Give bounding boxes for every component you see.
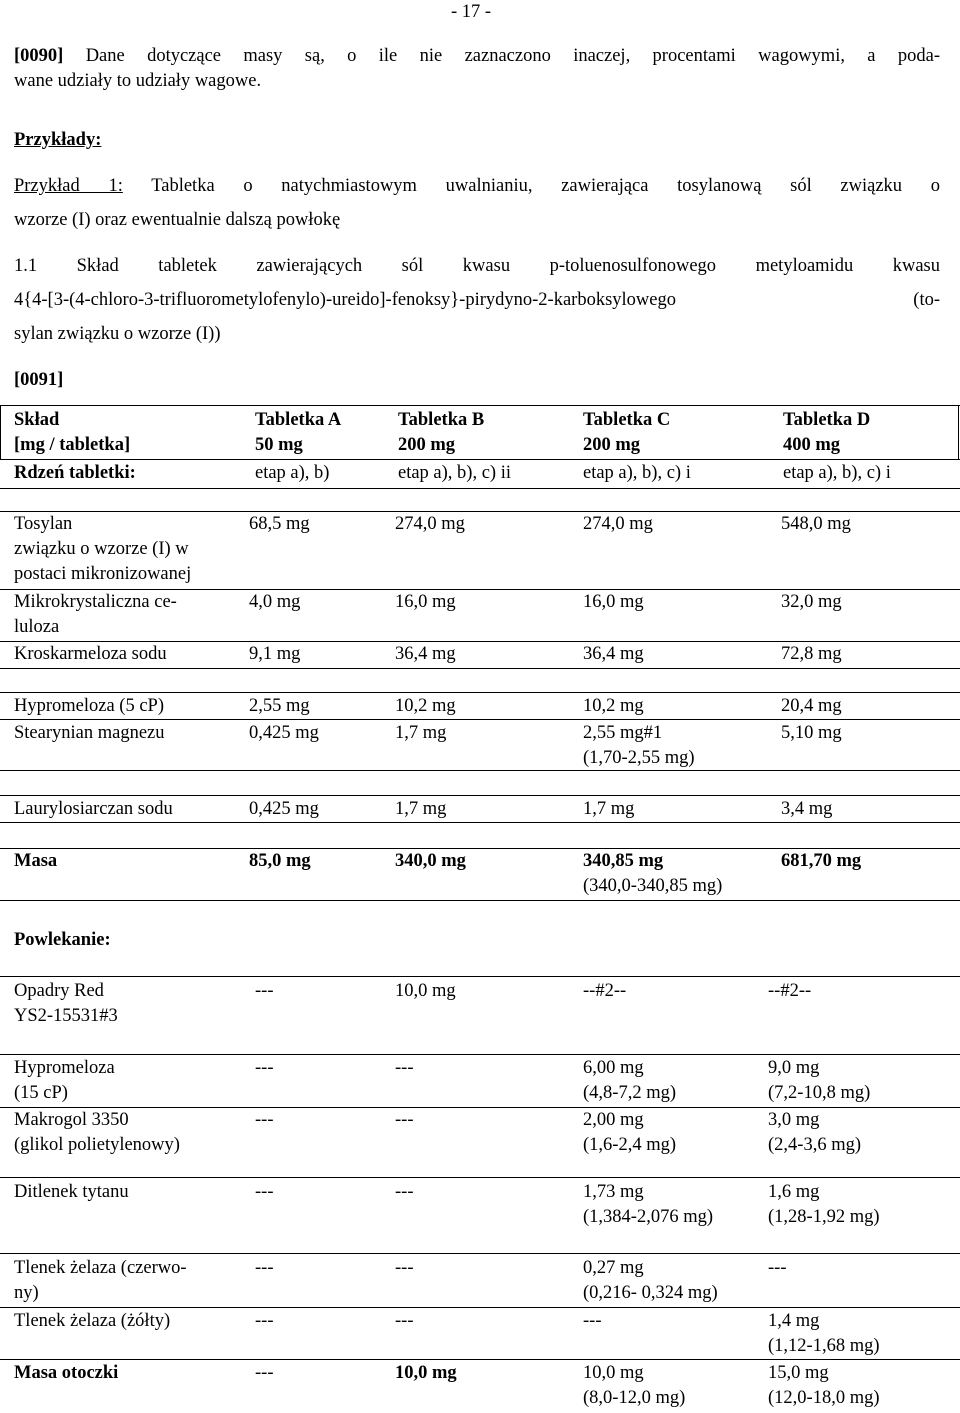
- example-1-title: [14, 174, 940, 233]
- row-value-a-line: 2,55 mg: [249, 696, 310, 716]
- coating-value-c: [583, 1108, 676, 1158]
- example-1-line1: Tabletka o natychmiastowym uwalnianiu, zawierająca tosylanową sól związku o: [151, 176, 941, 196]
- coating-value-d-line: (12,0-18,0 mg): [768, 1388, 880, 1408]
- coating-value-d-line: (1,28-1,92 mg): [768, 1207, 880, 1227]
- row-value-c-line: (1,70-2,55 mg): [583, 748, 695, 768]
- row-label-line: luloza: [14, 617, 60, 637]
- example-1-line2: wzorze (I) oraz ewentualnie dalszą powłokę: [14, 210, 341, 230]
- row-value-d: [781, 512, 851, 537]
- coating-value-c-line: 10,0 mg: [583, 1363, 644, 1383]
- row-value-a: [249, 849, 311, 874]
- header-tabletka-c: Tabletka C 200 mg: [583, 410, 671, 455]
- row-label-line: postaci mikronizowanej: [14, 564, 192, 584]
- row-label: [14, 590, 177, 640]
- coating-value-a: [255, 1180, 273, 1205]
- coating-row-label: [14, 1309, 170, 1334]
- row-value-b-line: 16,0 mg: [395, 592, 456, 612]
- row-label: [14, 642, 167, 667]
- row-value-b: [395, 849, 466, 874]
- coating-value-a: [255, 1056, 273, 1081]
- header-tabletka-a: Tabletka A 50 mg: [255, 410, 342, 455]
- coating-row-label-line: ny): [14, 1283, 39, 1303]
- coating-value-d-line: 3,0 mg: [768, 1110, 820, 1130]
- row-value-b-line: 1,7 mg: [395, 799, 447, 819]
- row-label: [14, 512, 191, 587]
- row-value-a: [249, 642, 300, 667]
- table-rule: [0, 1253, 960, 1254]
- coating-value-a: [255, 979, 273, 1004]
- row-label-line: Hypromeloza (5 cP): [14, 696, 165, 716]
- page-number: - 17 -: [451, 2, 492, 22]
- section-1-1-line3: sylan związku o wzorze (I)): [14, 324, 221, 344]
- row-value-b-line: 36,4 mg: [395, 644, 456, 664]
- coating-value-b: [395, 1180, 413, 1205]
- table-rule: [0, 488, 960, 489]
- coating-value-a: [255, 1108, 273, 1133]
- coating-row-label-line: YS2-15531#3: [14, 1006, 118, 1026]
- coating-value-d-line: (2,4-3,6 mg): [768, 1135, 861, 1155]
- paragraph-0090: [14, 44, 940, 94]
- row-value-d-line: 20,4 mg: [781, 696, 842, 716]
- row-value-d: [781, 642, 842, 667]
- row-value-c: [583, 590, 644, 615]
- core-row-c: etap a), b), c) i: [583, 463, 691, 483]
- coating-heading: Powlekanie:: [14, 930, 111, 950]
- row-value-b: [395, 694, 456, 719]
- row-label: [14, 797, 173, 822]
- row-value-a-line: 85,0 mg: [249, 851, 311, 871]
- coating-value-d-line: (1,12-1,68 mg): [768, 1336, 880, 1356]
- row-value-c-line: 340,85 mg: [583, 851, 664, 871]
- row-value-d: [781, 590, 842, 615]
- coating-row-label: [14, 979, 118, 1029]
- row-value-c-line: (340,0-340,85 mg): [583, 876, 723, 896]
- examples-heading: Przykłady:: [14, 130, 102, 150]
- row-value-c: [583, 694, 644, 719]
- coating-row-label: [14, 1108, 180, 1158]
- row-label-line: Mikrokrystaliczna ce-: [14, 592, 177, 612]
- coating-row-label-line: (glikol polietylenowy): [14, 1135, 180, 1155]
- coating-value-c: [583, 1056, 676, 1106]
- coating-value-b: [395, 1361, 457, 1386]
- coating-row-label-line: Opadry Red: [14, 981, 104, 1001]
- coating-value-d: [768, 1056, 870, 1106]
- row-value-b: [395, 797, 446, 822]
- coating-value-b-line: 10,0 mg: [395, 1363, 457, 1383]
- row-value-d: [781, 694, 842, 719]
- core-row-label: Rdzeń tabletki:: [14, 463, 136, 483]
- row-value-d-line: 72,8 mg: [781, 644, 842, 664]
- coating-value-c: [583, 1256, 718, 1306]
- coating-value-d-line: 1,6 mg: [768, 1182, 820, 1202]
- row-label: [14, 849, 57, 874]
- coating-value-c-line: (1,384-2,076 mg): [583, 1207, 713, 1227]
- coating-value-a-line: ---: [255, 1311, 274, 1331]
- row-value-b-line: 1,7 mg: [395, 723, 447, 743]
- coating-value-a-line: ---: [255, 1258, 274, 1278]
- row-label-line: związku o wzorze (I) w: [14, 539, 189, 559]
- coating-value-d: [768, 979, 811, 1004]
- coating-row-label: [14, 1361, 118, 1386]
- coating-value-d-line: --#2--: [768, 981, 812, 1001]
- coating-value-d-line: 15,0 mg: [768, 1363, 829, 1383]
- row-value-c-line: 274,0 mg: [583, 514, 653, 534]
- coating-value-c: [583, 1309, 601, 1334]
- coating-value-c-line: --#2--: [583, 981, 627, 1001]
- row-value-d-line: 681,70 mg: [781, 851, 862, 871]
- coating-value-b: [395, 1256, 413, 1281]
- coating-value-b-line: ---: [395, 1311, 414, 1331]
- row-value-b-line: 340,0 mg: [395, 851, 466, 871]
- coating-row-label-line: Ditlenek tytanu: [14, 1182, 129, 1202]
- table-rule: [0, 405, 1, 459]
- row-value-b-line: 274,0 mg: [395, 514, 465, 534]
- coating-value-d-line: 1,4 mg: [768, 1311, 820, 1331]
- coating-row-label: [14, 1256, 187, 1306]
- coating-value-a: [255, 1361, 273, 1386]
- row-value-c: [583, 642, 644, 667]
- coating-value-a: [255, 1256, 273, 1281]
- row-label: [14, 694, 164, 719]
- coating-row-label-line: Tlenek żelaza (żółty): [14, 1311, 171, 1331]
- coating-value-c: [583, 1180, 713, 1230]
- coating-value-c: [583, 1361, 685, 1411]
- header-sklad: Skład [mg / tabletka]: [14, 410, 131, 455]
- row-value-c-line: 16,0 mg: [583, 592, 644, 612]
- table-rule: [0, 1307, 960, 1308]
- table-rule: [0, 459, 960, 460]
- row-label-line: Laurylosiarczan sodu: [14, 799, 173, 819]
- table-rule: [0, 692, 960, 693]
- table-rule: [0, 795, 960, 796]
- row-value-a: [249, 694, 310, 719]
- row-value-d: [781, 721, 842, 746]
- coating-value-b-line: ---: [395, 1058, 414, 1078]
- coating-value-a-line: ---: [255, 1182, 274, 1202]
- coating-value-b-line: 10,0 mg: [395, 981, 456, 1001]
- paragraph-tag-0091: [0091]: [14, 370, 64, 390]
- row-label-line: Stearynian magnezu: [14, 723, 165, 743]
- row-value-a: [249, 797, 319, 822]
- header-tabletka-d: Tabletka D 400 mg: [783, 410, 871, 455]
- coating-value-b-line: ---: [395, 1110, 414, 1130]
- row-value-c: [583, 721, 695, 771]
- coating-row-label-line: Tlenek żelaza (czerwo-: [14, 1258, 187, 1278]
- row-value-c: [583, 512, 653, 537]
- row-value-c-line: 36,4 mg: [583, 644, 644, 664]
- row-value-d-line: 5,10 mg: [781, 723, 842, 743]
- coating-value-c-line: 0,27 mg: [583, 1258, 644, 1278]
- section-1-1-line2: 4{4-[3-(4-chloro-3-trifluorometylofenylo)-ureido]-fenoksy}-pirydyno-2-karboksylowego (to-: [14, 290, 940, 310]
- table-rule: [0, 1359, 960, 1360]
- table-rule: [0, 770, 960, 771]
- coating-value-d: [768, 1180, 880, 1230]
- coating-value-b-line: ---: [395, 1258, 414, 1278]
- row-value-b-line: 10,2 mg: [395, 696, 456, 716]
- row-value-a-line: 68,5 mg: [249, 514, 310, 534]
- core-row-d: etap a), b), c) i: [783, 463, 891, 483]
- coating-value-c-line: (4,8-7,2 mg): [583, 1083, 676, 1103]
- coating-value-c-line: (0,216- 0,324 mg): [583, 1283, 718, 1303]
- coating-row-label: [14, 1056, 115, 1106]
- coating-value-c-line: (1,6-2,4 mg): [583, 1135, 676, 1155]
- core-row-a: etap a), b): [255, 463, 330, 483]
- row-value-c-line: 1,7 mg: [583, 799, 635, 819]
- row-value-a: [249, 590, 300, 615]
- coating-value-c-line: 2,00 mg: [583, 1110, 644, 1130]
- row-label-line: Masa: [14, 851, 58, 871]
- row-value-a: [249, 721, 319, 746]
- coating-value-b: [395, 1056, 413, 1081]
- coating-row-label-line: (15 cP): [14, 1083, 68, 1103]
- table-rule: [958, 405, 959, 459]
- coating-value-c-line: 1,73 mg: [583, 1182, 644, 1202]
- table-rule: [0, 1054, 960, 1055]
- coating-value-a-line: ---: [255, 981, 274, 1001]
- table-rule: [0, 668, 960, 669]
- row-value-b: [395, 512, 465, 537]
- row-value-d-line: 548,0 mg: [781, 514, 851, 534]
- coating-value-d-line: ---: [768, 1258, 787, 1278]
- row-value-a: [249, 512, 310, 537]
- coating-value-c: [583, 979, 626, 1004]
- coating-value-b: [395, 1309, 413, 1334]
- coating-value-d-line: (7,2-10,8 mg): [768, 1083, 871, 1103]
- coating-value-d: [768, 1256, 786, 1281]
- row-label: [14, 721, 165, 746]
- table-rule: [0, 1177, 960, 1178]
- coating-row-label-line: Makrogol 3350: [14, 1110, 129, 1130]
- row-value-a-line: 9,1 mg: [249, 644, 301, 664]
- table-rule: [0, 719, 960, 720]
- row-value-d: [781, 849, 861, 874]
- row-value-d: [781, 797, 832, 822]
- table-rule: [0, 822, 960, 823]
- coating-value-b: [395, 1108, 413, 1133]
- row-value-a-line: 0,425 mg: [249, 723, 319, 743]
- table-rule: [0, 405, 960, 406]
- paragraph-tag-0090: [0090]: [14, 46, 64, 66]
- table-rule: [0, 976, 960, 977]
- coating-value-a-line: ---: [255, 1363, 274, 1383]
- header-tabletka-b: Tabletka B 200 mg: [398, 410, 485, 455]
- coating-value-d: [768, 1108, 861, 1158]
- coating-value-d: [768, 1361, 880, 1411]
- coating-value-c-line: (8,0-12,0 mg): [583, 1388, 686, 1408]
- coating-value-d-line: 9,0 mg: [768, 1058, 820, 1078]
- coating-value-a: [255, 1309, 273, 1334]
- table-rule: [0, 900, 960, 901]
- row-value-a-line: 0,425 mg: [249, 799, 319, 819]
- row-value-c-line: 2,55 mg#1: [583, 723, 663, 743]
- section-1-1: [14, 254, 940, 347]
- coating-row-label: [14, 1180, 129, 1205]
- row-value-c: [583, 797, 634, 822]
- coating-value-b: [395, 979, 456, 1004]
- row-value-c: [583, 849, 722, 899]
- row-value-d-line: 3,4 mg: [781, 799, 833, 819]
- example-1-label: Przykład 1:: [14, 176, 123, 196]
- row-value-c-line: 10,2 mg: [583, 696, 644, 716]
- row-value-b: [395, 590, 456, 615]
- coating-value-a-line: ---: [255, 1110, 274, 1130]
- coating-row-label-line: Masa otoczki: [14, 1363, 119, 1383]
- row-value-d-line: 32,0 mg: [781, 592, 842, 612]
- row-label-line: Tosylan: [14, 514, 73, 534]
- coating-row-label-line: Hypromeloza: [14, 1058, 115, 1078]
- coating-value-c-line: 6,00 mg: [583, 1058, 644, 1078]
- core-row-b: etap a), b), c) ii: [398, 463, 511, 483]
- coating-value-c-line: ---: [583, 1311, 602, 1331]
- coating-value-d: [768, 1309, 880, 1359]
- section-1-1-line1: 1.1 Skład tabletek zawierających sól kwasu p-toluenosulfonowego metyloamidu kwasu: [14, 256, 940, 276]
- row-value-b: [395, 721, 446, 746]
- paragraph-0090-line2: wane udziały to udziały wagowe.: [14, 71, 262, 91]
- row-value-a-line: 4,0 mg: [249, 592, 301, 612]
- paragraph-0090-line1: Dane dotyczące masy są, o ile nie zaznaczono inaczej, procentami wagowymi, a poda-: [85, 46, 940, 66]
- coating-value-a-line: ---: [255, 1058, 274, 1078]
- coating-value-b-line: ---: [395, 1182, 414, 1202]
- row-value-b: [395, 642, 456, 667]
- row-label-line: Kroskarmeloza sodu: [14, 644, 167, 664]
